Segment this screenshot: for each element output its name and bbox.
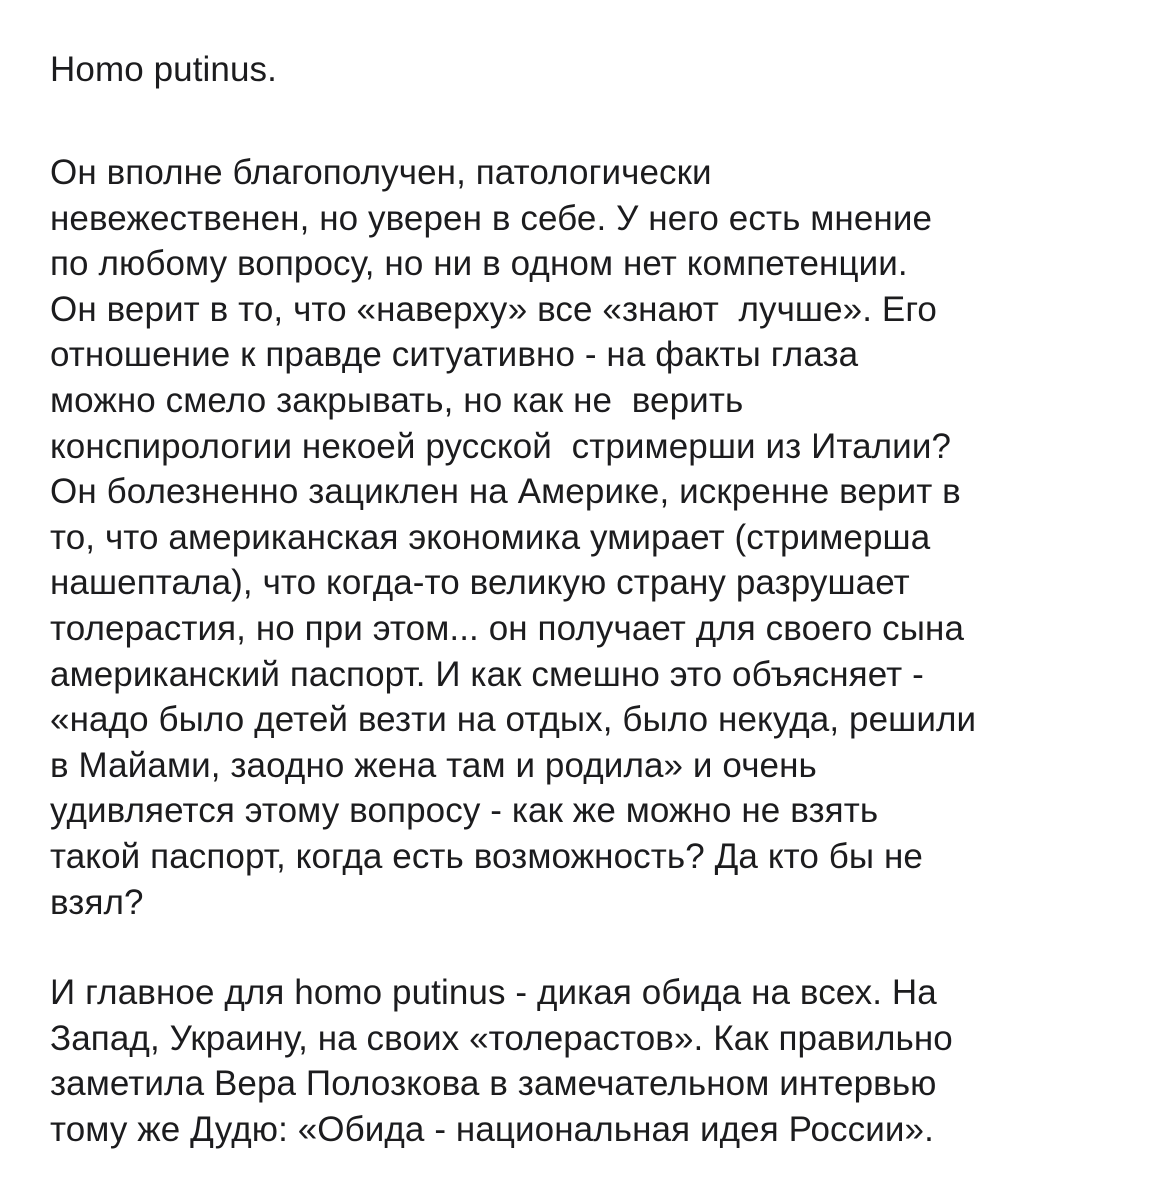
text-line: Запад, Украину, на своих «толерастов». Как правильно	[50, 1018, 953, 1058]
text-line: отношение к правде ситуативно - на факты глаза	[50, 335, 859, 375]
text-line: можно смело закрывать, но как не верить	[50, 380, 744, 420]
text-line: по любому вопросу, но ни в одном нет компетенции.	[50, 244, 908, 284]
text-line: заметила Вера Полозкова в замечательном интервью	[50, 1064, 937, 1104]
text-line: такой паспорт, когда есть возможность? Да кто бы не	[50, 836, 923, 876]
text-line: американский паспорт. И как смешно это объясняет -	[50, 654, 924, 694]
text-line: Он верит в то, что «наверху» все «знают лучше». Его	[50, 289, 938, 329]
paragraph-2	[50, 970, 953, 1152]
text-line: удивляется этому вопросу - как же можно не взять	[50, 791, 879, 831]
text-line: И главное для homo putinus - дикая обида на всех. На	[50, 973, 937, 1012]
text-line: взял?	[50, 882, 144, 922]
text-line: в Майами, заодно жена там и родила» и очень	[50, 745, 817, 785]
text-line: то, что американская экономика умирает (стримерша	[50, 517, 931, 557]
text-line: нашептала), что когда-то великую страну разрушает	[50, 563, 910, 603]
text-line: Он болезненно зациклен на Америке, искренне верит в	[50, 472, 961, 512]
text-line: толерастия, но при этом... он получает для своего сына	[50, 608, 965, 648]
text-line: тому же Дудю: «Обида - национальная идея России».	[50, 1109, 934, 1149]
text-line: Он вполне благополучен, патологически	[50, 153, 712, 192]
text-line: «надо было детей везти на отдых, было некуда, решили	[50, 700, 977, 740]
paragraph-1	[50, 150, 976, 925]
text-line: конспирологии некоей русской стримерши из Италии?	[50, 426, 952, 466]
document-title: Homo putinus.	[50, 50, 277, 89]
text-line: невежественен, но уверен в себе. У него есть мнение	[50, 198, 933, 238]
